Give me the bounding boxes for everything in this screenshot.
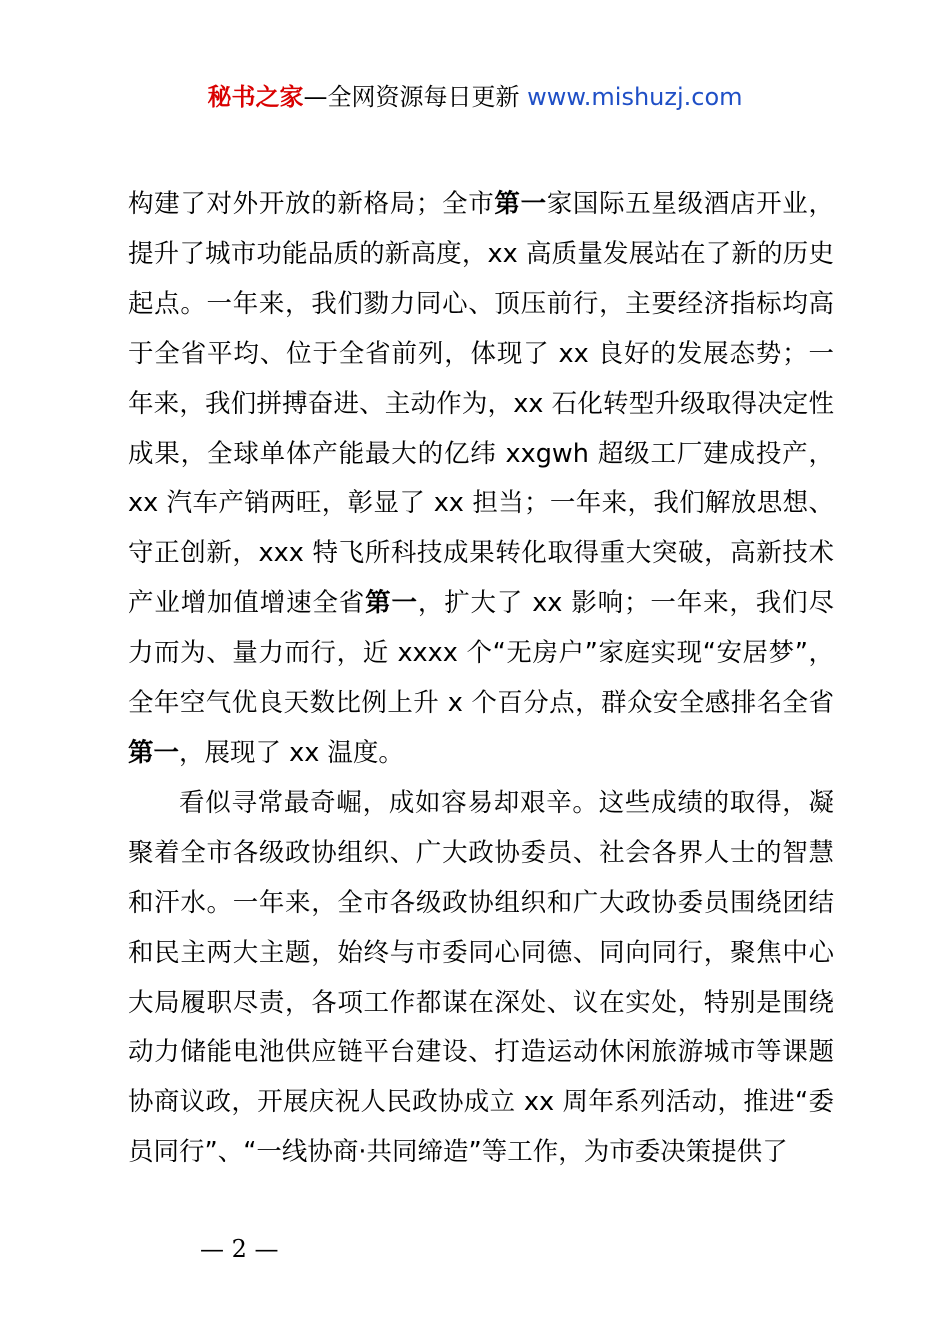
paragraph: [128, 779, 834, 1178]
text-segment: ，展现了 xx 温度。: [179, 737, 404, 768]
page-number: — 2 —: [200, 1235, 279, 1263]
page-header: [0, 80, 950, 114]
document-body: [128, 180, 834, 1178]
text-segment: 看似寻常最奇崛，成如容易却艰辛。这些成绩的取得，凝聚着全市各级政协组织、广大政协委员、社会各界人士的智慧和汗水。一年来，全市各级政协组织和广大政协委员围绕团结和民主两大主题，始终与市委同心同德、同向同行，聚焦中心大局履职尽责，各项工作都谋在深处、议在实处，特别是围绕动力储能电池供应链平台建设、打造运动休闲旅游城市等课题协商议政，开展庆祝人民政协成立 xx 周年系列活动，推进“委员同行”、“一线协商·共同缔造”等工作，为市委决策提供了: [128, 787, 834, 1168]
bold-text-segment: 第一: [365, 588, 418, 619]
header-brand: 秘书之家: [207, 83, 304, 111]
bold-text-segment: 第一: [128, 737, 180, 768]
bold-text-segment: 第一: [494, 189, 547, 219]
paragraph: [128, 180, 834, 779]
header-slogan: —全网资源每日更新: [303, 83, 528, 111]
text-segment: 家国际五星级酒店开业，提升了城市功能品质的新高度，xx 高质量发展站在了新的历史起点。一年来，我们勠力同心、顶压前行，主要经济指标均高于全省平均、位于全省前列，体现了 xx 良好的发展态势；一年来，我们拼搏奋进、主动作为，xx 石化转型升级取得决定性成果，全球单体产能最大的亿纬 xxgwh 超级工厂建成投产，xx 汽车产销两旺，彰显了 xx 担当；一年来，我们解放思想、守正创新，xxx 特飞所科技成果转化取得重大突破，高新技术产业增加值增速全省: [128, 189, 834, 619]
header-site-link[interactable]: www.mishuzj.com: [527, 83, 743, 111]
text-segment: 构建了对外开放的新格局；全市: [128, 189, 495, 219]
text-segment: ，扩大了 xx 影响；一年来，我们尽力而为、量力而行，近 xxxx 个“无房户”家庭实现“安居梦”，全年空气优良天数比例上升 x 个百分点，群众安全感排名全省: [128, 588, 834, 719]
